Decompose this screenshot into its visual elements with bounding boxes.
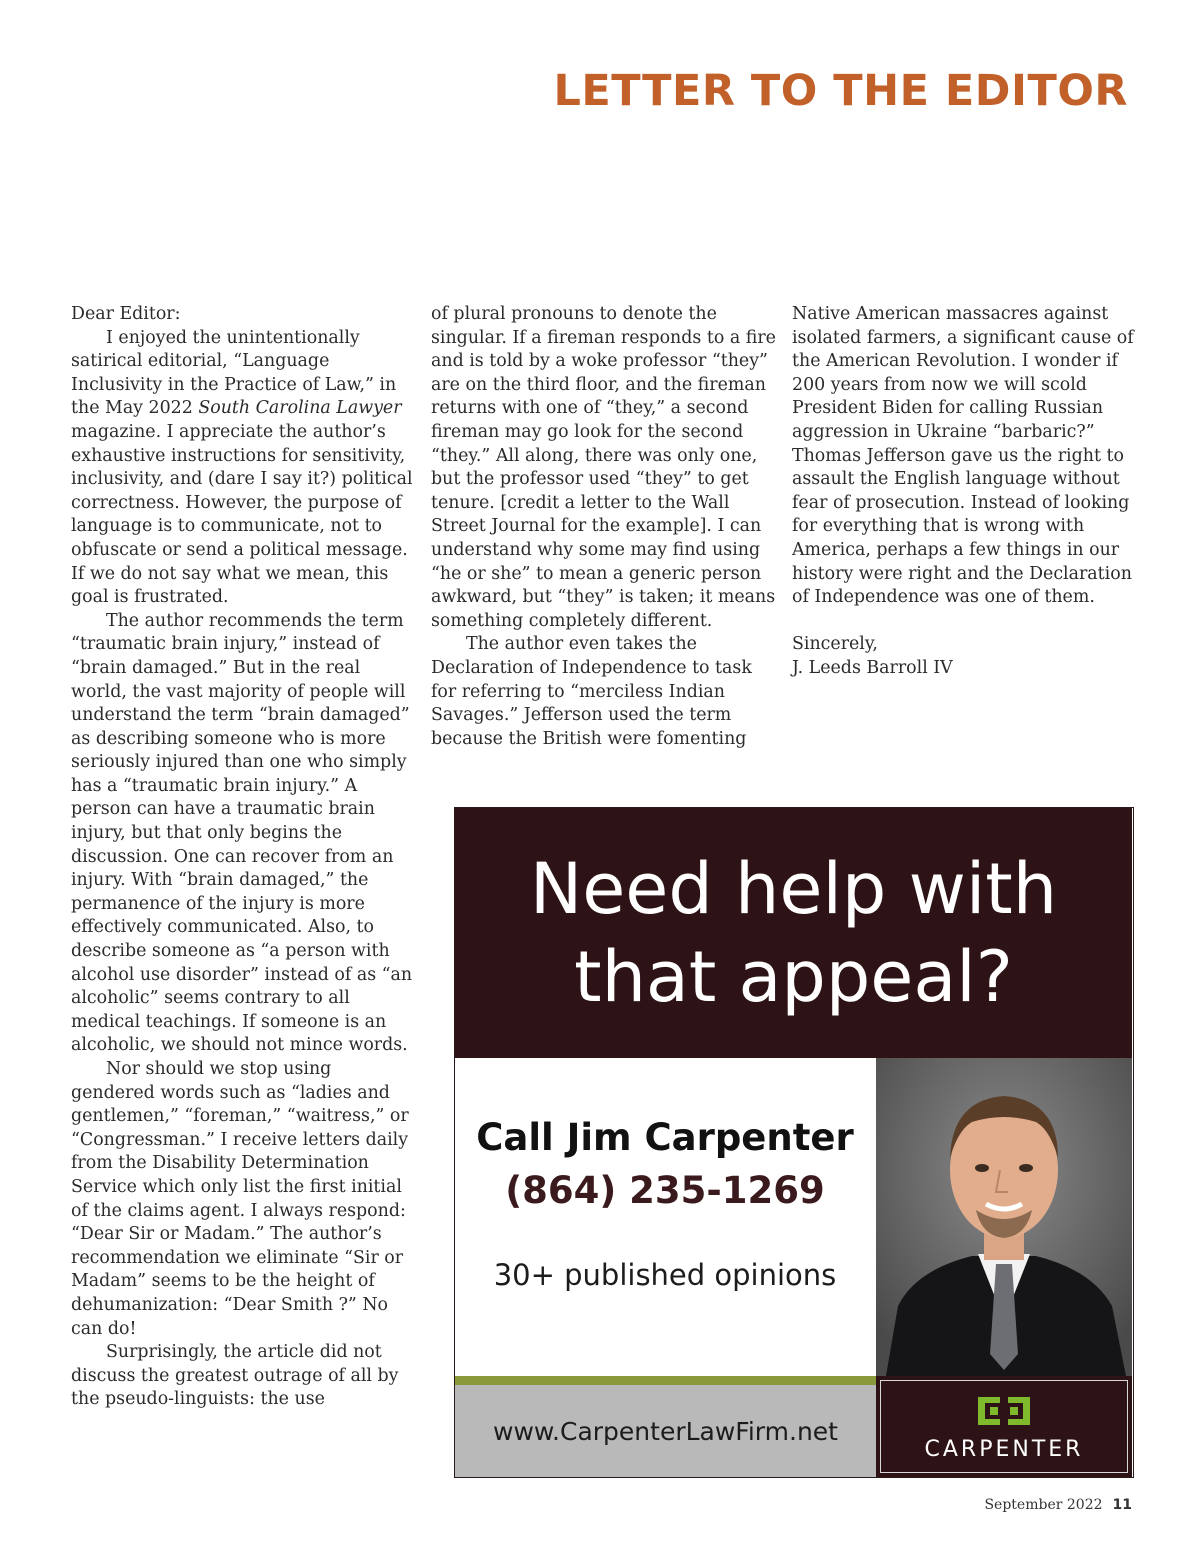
paragraph-text: magazine. I appreciate the author’s exhaustive instructions for sensitivity, inclusivity, and (dare I say it?) political correctness. However, the purpose of language is to communicate, not to obfuscate or send a political message. If we do not say what we mean, this goal is frustrated. xyxy=(71,421,413,608)
paragraph-text: I enjoyed the unintentionally satirical editorial, “Language Inclusivity in the Practice of Law,” in the May 2022 xyxy=(71,327,397,419)
letter-paragraph xyxy=(431,303,776,633)
paragraph-text: of plural pronouns to denote the singular. If a fireman responds to a fire and is told by a woke professor “they” are on the third floor, and the fireman returns with one of “they,” a second fireman may go look for the second “they.” All along, there was only one, but the professor used “they” to get tenure. [credit a letter to the Wall Street Journal for the example]. I can understand why some may find using “he or she” to mean a generic person awkward, but “they” is taken; it means something completely different. xyxy=(431,304,776,631)
letter-paragraph xyxy=(431,633,776,751)
ad-call-text: Call Jim Carpenter xyxy=(476,1116,854,1159)
ad-headline-line-1: Need help with xyxy=(529,848,1058,930)
letter-paragraph xyxy=(71,610,416,1058)
paragraph-text: Native American massacres against isolated farmers, a significant cause of the American Revolution. I wonder if 200 years from now we will scold President Biden for calling Russian aggression in Ukraine “barbaric?” Thomas Jefferson gave us the right to assault the English language without fear of prosecution. Instead of looking for everything that is wrong with America, perhaps a few things in our history were right and the Declaration of Independence was one of them. xyxy=(792,304,1134,608)
paragraph-text: The author recommends the term “traumatic brain injury,” instead of “brain damaged.” But in the real world, the vast majority of people will understand the term “brain damaged” as describing someone who is more seriously injured than one who simply has a “traumatic brain injury.” A person can have a traumatic brain injury, but that only begins the discussion. One can recover from an injury. With “brain damaged,” the permanence of the injury is more effectively communicated. Also, to describe someone as “a person with alcohol use disorder” instead of as “an alcoholic” seems contrary to all medical teachings. If someone is an alcoholic, we should not mince words. xyxy=(71,610,413,1056)
issue-date: September 2022 xyxy=(984,1497,1103,1513)
letter-paragraph xyxy=(792,657,1137,681)
portrait-illustration xyxy=(876,1058,1132,1376)
letter-column-3 xyxy=(792,303,1137,681)
letter-column-1 xyxy=(71,303,416,1412)
ad-website-band xyxy=(455,1385,876,1477)
letter-paragraph xyxy=(71,1341,416,1412)
paragraph-text: Sincerely, xyxy=(792,634,878,655)
page-footer xyxy=(984,1497,1132,1513)
paragraph-text: J. Leeds Barroll IV xyxy=(792,657,953,678)
paragraph-text: Dear Editor: xyxy=(71,304,181,324)
logo-frame xyxy=(880,1380,1128,1473)
ad-accent-bar xyxy=(455,1376,876,1385)
letter-paragraph xyxy=(71,327,416,610)
ad-headline xyxy=(455,808,1132,1058)
ad-contact xyxy=(455,1058,875,1376)
section-title: LETTER TO THE EDITOR xyxy=(553,66,1128,116)
paragraph-text: The author even takes the Declaration of Independence to task for referring to “merciless Indian Savages.” Jefferson used the term because the British were fomenting xyxy=(431,634,752,749)
letter-column-2 xyxy=(431,303,776,751)
carpenter-logo xyxy=(876,1376,1132,1477)
ad-website-link[interactable]: www.CarpenterLawFirm.net xyxy=(493,1416,838,1446)
logo-wordmark: CARPENTER xyxy=(924,1437,1084,1462)
publication-title: South Carolina Lawyer xyxy=(198,398,402,419)
ad-phone-number: (864) 235-1269 xyxy=(505,1169,825,1212)
attorney-portrait-photo xyxy=(876,1058,1132,1376)
ad-opinions-text: 30+ published opinions xyxy=(493,1258,837,1292)
advertisement xyxy=(454,807,1134,1478)
paragraph-text: Surprisingly, the article did not discuss the greatest outrage of all by the pseudo-linguists: the use xyxy=(71,1342,399,1410)
letter-paragraph xyxy=(792,303,1137,610)
ad-headline-line-2: that appeal? xyxy=(574,936,1013,1018)
page-number: 11 xyxy=(1112,1497,1132,1513)
paragraph-text: Nor should we stop using gendered words such as “ladies and gentlemen,” “foreman,” “waitress,” or “Congressman.” I receive letters daily from the Disability Determination Service which only list the first initial of the claims agent. I always respond: “Dear Sir or Madam.” The author’s recommendation we eliminate “Sir or Madam” seems to be the height of dehumanization: “Dear Smith ?” No can do! xyxy=(71,1059,409,1339)
carpenter-logo-mark-icon xyxy=(974,1393,1034,1429)
letter-paragraph xyxy=(792,633,1137,657)
letter-paragraph xyxy=(71,1058,416,1341)
letter-paragraph xyxy=(71,303,416,327)
